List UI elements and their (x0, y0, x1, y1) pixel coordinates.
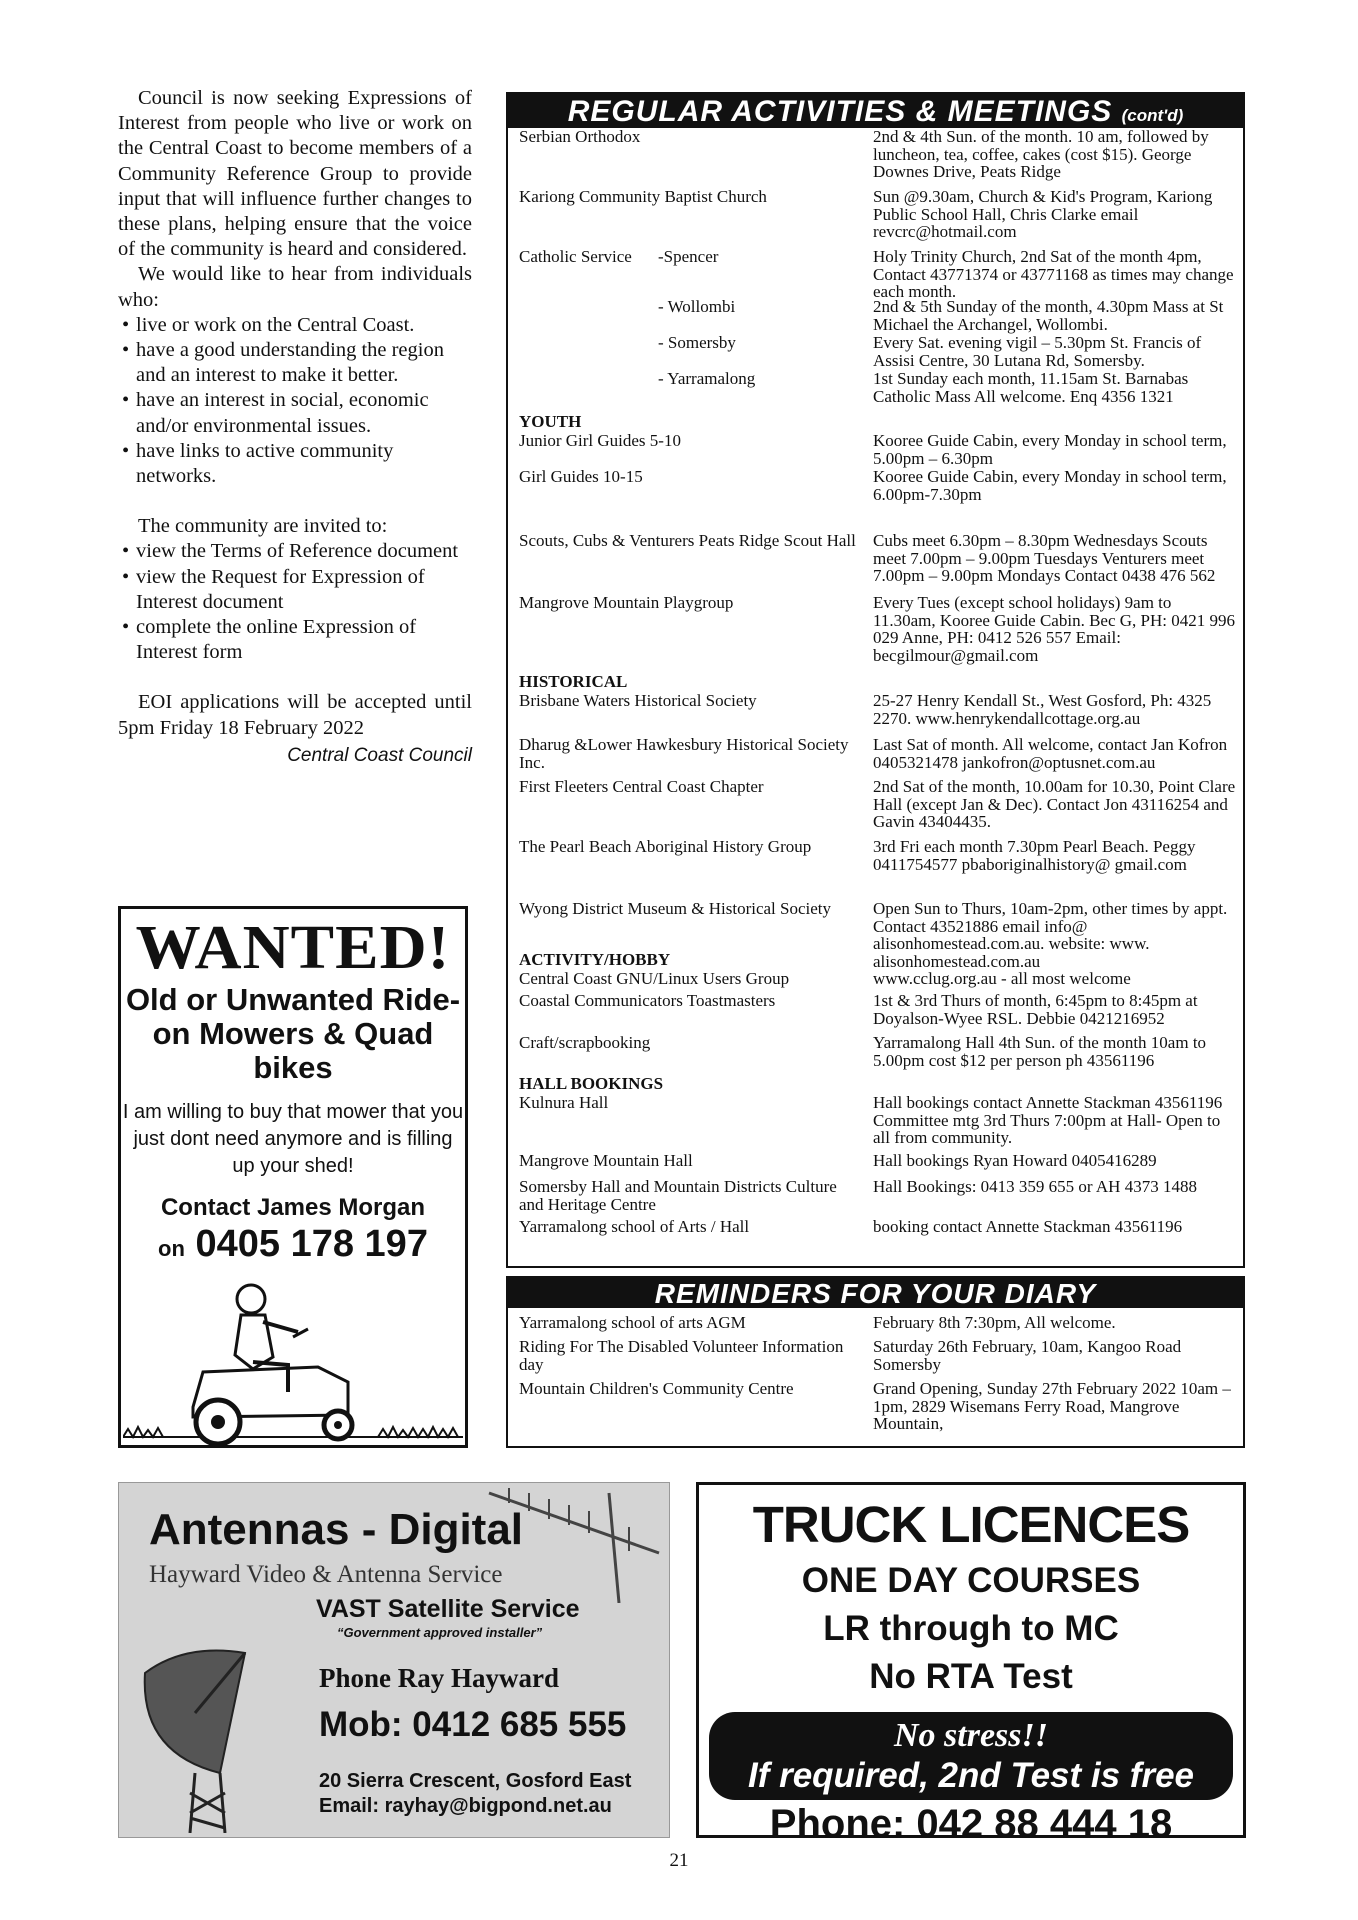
antennas-phone-label: Phone Ray Hayward (319, 1663, 560, 1693)
satellite-dish-icon (125, 1633, 315, 1833)
activity-sub: - Yarramalong (658, 369, 756, 388)
activity-detail: www.cclug.org.au - all most welcome (873, 969, 1131, 988)
bullet-item: • live or work on the Central Coast. (118, 313, 472, 338)
activity-detail: Sun @9.30am, Church & Kid's Program, Kariong Public School Hall, Chris Clarke email revcrc@hotmail.com (873, 187, 1213, 241)
wanted-headline: WANTED! (135, 914, 451, 982)
bullet-item: • have links to active community networks. (118, 439, 472, 489)
bullet-item: • have an interest in social, economic and/or environmental issues. (118, 388, 472, 438)
activity-detail: Every Sat. evening vigil – 5.30pm St. Francis of Assisi Centre, 30 Lutana Rd, Somersby. (873, 333, 1202, 370)
activity-name: Scouts, Cubs & Venturers Peats Ridge Scout Hall (519, 531, 856, 550)
reminder-name: Mountain Children's Community Centre (519, 1379, 794, 1398)
activity-name: Brisbane Waters Historical Society (519, 691, 757, 710)
activity-detail: 2nd & 5th Sunday of the month, 4.30pm Mass at St Michael the Archangel, Wollombi. (873, 297, 1224, 334)
activity-detail: Kooree Guide Cabin, every Monday in school term, 6.00pm-7.30pm (873, 467, 1227, 504)
antennas-ad (118, 1482, 670, 1838)
reminders-box (506, 1276, 1245, 1448)
activity-name: The Pearl Beach Aboriginal History Group (519, 837, 812, 856)
activity-name: Dharug &Lower Hawkesbury Historical Society Inc. (519, 735, 849, 772)
activity-detail: Last Sat of month. All welcome, contact Jan Kofron 0405321478 jankofron@optusnet.com.au (873, 735, 1228, 772)
council-article (118, 86, 472, 768)
activity-detail: 3rd Fri each month 7.30pm Pearl Beach. Peggy 0411754577 pbaboriginalhistory@ gmail.com (873, 837, 1196, 874)
article-para-1: Council is now seeking Expressions of Interest from people who live or work on the Central Coast to become members of a Community Reference Group to provide input that will influence further changes to these plans, helping ensure that the voice of the community is heard and considered. (118, 87, 472, 261)
wanted-phone (121, 1222, 465, 1271)
activity-name: Coastal Communicators Toastmasters (519, 991, 776, 1010)
activity-detail: 2nd Sat of the month, 10.00am for 10.30, Point Clare Hall (except Jan & Dec). Contact Jon 43116254 and Gavin 43404435. (873, 777, 1236, 831)
activity-name: Girl Guides 10-15 (519, 467, 643, 486)
activities-title-text: REGULAR ACTIVITIES & MEETINGS (567, 95, 1113, 128)
activity-detail: Hall Bookings: 0413 359 655 or AH 4373 1488 (873, 1177, 1197, 1196)
truck-pill-1: No stress!! (894, 1717, 1048, 1754)
reminder-detail: Saturday 26th February, 10am, Kangoo Road Somersby (873, 1337, 1182, 1374)
antennas-mobile: Mob: 0412 685 555 (319, 1705, 627, 1744)
bullet-item: • view the Request for Expression of Interest document (118, 565, 472, 615)
activity-name: Serbian Orthodox (519, 127, 641, 146)
reminder-detail: February 8th 7:30pm, All welcome. (873, 1313, 1116, 1332)
activity-detail: Hall bookings Ryan Howard 0405416289 (873, 1151, 1157, 1170)
activity-detail: booking contact Annette Stackman 43561196 (873, 1217, 1183, 1236)
activity-name: Mangrove Mountain Hall (519, 1151, 693, 1170)
activity-name: First Fleeters Central Coast Chapter (519, 777, 764, 796)
activity-detail: Holy Trinity Church, 2nd Sat of the month 4pm, Contact 43771374 or 43771168 as times may change each month. (873, 247, 1234, 301)
activities-title (508, 94, 1243, 128)
activity-detail: Cubs meet 6.30pm – 8.30pm Wednesdays Scouts meet 7.00pm – 9.00pm Tuesdays Venturers meet 7.00pm – 9.00pm Mondays Contact 0438 476 562 (873, 531, 1216, 585)
truck-phone: Phone: 042 88 444 18 (769, 1802, 1173, 1846)
truck-line-1: ONE DAY COURSES (801, 1561, 1141, 1600)
activity-detail: 25-27 Henry Kendall St., West Gosford, Ph: 4325 2270. www.henrykendallcottage.org.au (873, 691, 1212, 728)
article-signature: Central Coast Council (287, 744, 472, 766)
activity-sub: -Spencer (658, 247, 719, 266)
activity-name: Junior Girl Guides 5-10 (519, 431, 681, 450)
antennas-subtitle: Hayward Video & Antenna Service (149, 1561, 503, 1588)
truck-line-3: No RTA Test (869, 1657, 1073, 1696)
activity-name: Central Coast GNU/Linux Users Group (519, 969, 790, 988)
truck-title: TRUCK LICENCES (752, 1496, 1190, 1553)
reminder-name: Riding For The Disabled Volunteer Information day (519, 1337, 844, 1374)
section-header: HALL BOOKINGS (519, 1074, 664, 1093)
section-header: HISTORICAL (519, 672, 628, 691)
truck-pill (709, 1712, 1233, 1800)
antennas-address: 20 Sierra Crescent, Gosford East (319, 1770, 632, 1792)
activity-detail: Yarramalong Hall 4th Sun. of the month 10am to 5.00pm cost $12 per person ph 43561196 (873, 1033, 1207, 1070)
wanted-sub: Old or Unwanted Ride-on Mowers & Quad bikes (125, 982, 461, 1085)
activity-detail: 1st Sunday each month, 11.15am St. Barnabas Catholic Mass All welcome. Enq 4356 1321 (873, 369, 1189, 406)
mower-illustration-icon (123, 1277, 463, 1452)
antennas-title: Antennas - Digital (149, 1505, 524, 1554)
activities-title-suffix: (cont'd) (1121, 106, 1184, 125)
activity-detail: Open Sun to Thurs, 10am-2pm, other times by appt. Contact 43521886 email info@ alisonhomestead.com.au. website: www. alisonhomestead.com.au (873, 899, 1228, 971)
activity-sub: - Wollombi (658, 297, 736, 316)
antennas-service: VAST Satellite Service (316, 1595, 580, 1623)
wanted-phone-prefix: on (158, 1236, 185, 1261)
wanted-phone-number: 0405 178 197 (195, 1223, 428, 1265)
activity-detail: Kooree Guide Cabin, every Monday in school term, 5.00pm – 6.30pm (873, 431, 1227, 468)
bullet-item: • complete the online Expression of Interest form (118, 615, 472, 665)
article-para-4: EOI applications will be accepted until 5pm Friday 18 February 2022 (118, 691, 472, 739)
bullet-item: • have a good understanding the region and an interest to make it better. (118, 338, 472, 388)
reminder-name: Yarramalong school of arts AGM (519, 1313, 746, 1332)
section-header: ACTIVITY/HOBBY (519, 950, 671, 969)
article-para-3: The community are invited to: (138, 515, 388, 538)
activity-name: Kulnura Hall (519, 1093, 609, 1112)
antennas-contact (319, 1769, 631, 1819)
section-header: YOUTH (519, 412, 582, 431)
activity-detail: 2nd & 4th Sun. of the month. 10 am, followed by luncheon, tea, coffee, cakes (cost $15). George Downes Drive, Peats Ridge (873, 127, 1209, 181)
activity-detail: Every Tues (except school holidays) 9am to 11.30am, Kooree Guide Cabin. Bec G, PH: 0421 996 029 Anne, PH: 0412 526 557 Email: becgilmour@gmail.com (873, 593, 1235, 665)
antennas-approved: “Government approved installer” (337, 1625, 543, 1640)
activity-sub: - Somersby (658, 333, 736, 352)
truck-ad (696, 1482, 1246, 1846)
reminders-title: REMINDERS FOR YOUR DIARY (508, 1278, 1243, 1308)
activity-detail: Hall bookings contact Annette Stackman 43561196 Committee mtg 3rd Thurs 7:00pm at Hall- Open to all from community. (873, 1093, 1223, 1147)
wanted-body: I am willing to buy that mower that you just dont need anymore and is filling up your shed! (122, 1101, 464, 1177)
truck-line-2: LR through to MC (823, 1609, 1119, 1648)
activity-name: Yarramalong school of Arts / Hall (519, 1217, 750, 1236)
article-bullets-1 (118, 313, 472, 489)
page-number: 21 (669, 1850, 689, 1871)
activity-name: Somersby Hall and Mountain Districts Culture and Heritage Centre (519, 1177, 837, 1214)
antennas-email: Email: rayhay@bigpond.net.au (319, 1795, 612, 1817)
bullet-item: • view the Terms of Reference document (118, 539, 472, 564)
activity-name: Kariong Community Baptist Church (519, 187, 767, 206)
activities-box (506, 92, 1245, 1268)
reminder-detail: Grand Opening, Sunday 27th February 2022 10am – 1pm, 2829 Wisemans Ferry Road, Mangrove Mountain, (873, 1379, 1231, 1433)
wanted-contact: Contact James Morgan (160, 1194, 426, 1221)
article-para-2: We would like to hear from individuals who: (118, 263, 472, 311)
truck-pill-2: If required, 2nd Test is free (747, 1756, 1195, 1795)
activity-name: Wyong District Museum & Historical Society (519, 899, 832, 918)
activity-name: Craft/scrapbooking (519, 1033, 651, 1052)
wanted-ad (118, 906, 468, 1448)
activity-name: Mangrove Mountain Playgroup (519, 593, 734, 612)
article-bullets-2 (118, 539, 472, 665)
activity-name: Catholic Service (519, 247, 632, 266)
activity-detail: 1st & 3rd Thurs of month, 6:45pm to 8:45pm at Doyalson-Wyee RSL. Debbie 0421216952 (873, 991, 1198, 1028)
